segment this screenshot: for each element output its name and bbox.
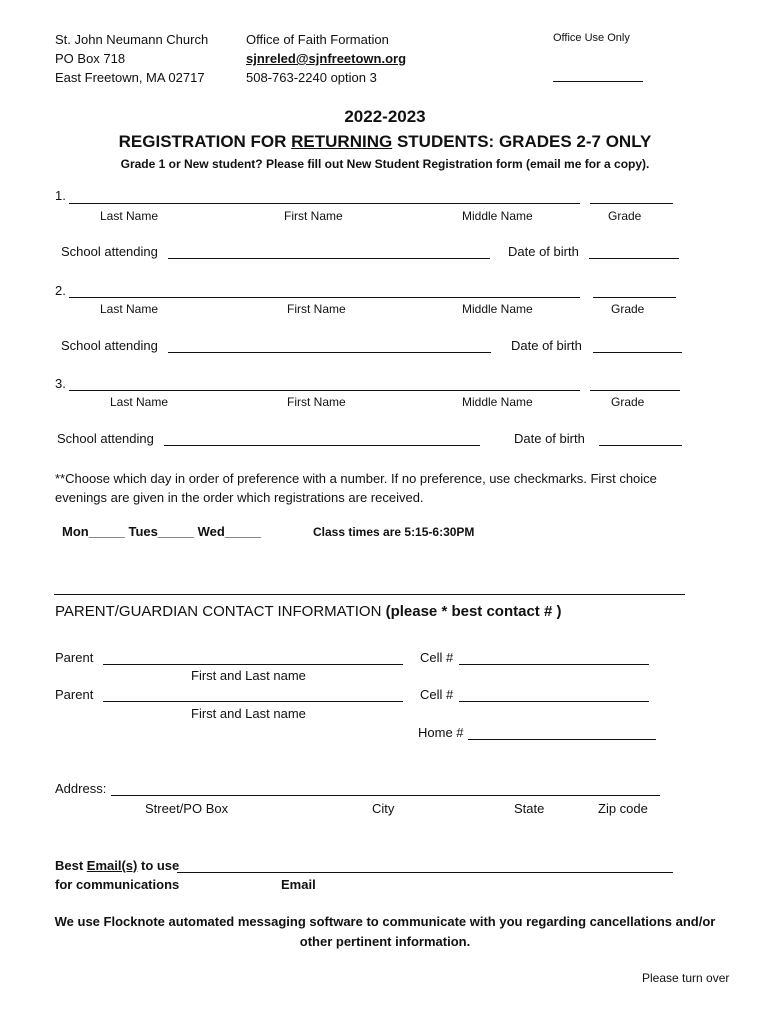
address-street-caption: Street/PO Box <box>145 801 229 816</box>
church-city: East Freetown, MA 02717 <box>55 70 205 85</box>
address-line[interactable] <box>111 795 660 796</box>
address-city-caption: City <box>372 801 395 816</box>
student-2-grade-line[interactable] <box>593 297 676 298</box>
student-1-dob-label: Date of birth <box>508 244 579 259</box>
email-line[interactable] <box>177 872 673 873</box>
title-returning: RETURNING <box>291 132 393 151</box>
flocknote-notice-line-2: other pertinent information. <box>299 934 471 949</box>
section-divider <box>54 594 685 595</box>
student-3-number: 3. <box>55 376 66 391</box>
home-phone-label: Home # <box>418 725 464 740</box>
student-1-number: 1. <box>55 188 66 203</box>
office-use-line[interactable] <box>553 81 643 82</box>
best-email-post: to use <box>137 858 180 873</box>
student-3-dob-line[interactable] <box>599 445 682 446</box>
form-title <box>0 132 770 152</box>
preference-line-1: **Choose which day in order of preference with a number. If no preference, use checkmarks. First choice <box>55 471 657 486</box>
student-2-dob-label: Date of birth <box>511 338 582 353</box>
student-1-first-label: First Name <box>284 209 343 223</box>
office-email-link[interactable]: sjnreled@sjnfreetown.org <box>246 51 407 66</box>
church-address-block <box>55 30 208 87</box>
for-communications-label: for communications <box>55 877 180 892</box>
best-email-label <box>55 858 179 873</box>
home-phone-line[interactable] <box>468 739 656 740</box>
email-caption: Email <box>281 877 316 892</box>
church-po-box: PO Box 718 <box>55 51 126 66</box>
student-2-name-line[interactable] <box>69 297 580 298</box>
title-pre: REGISTRATION FOR <box>118 132 292 151</box>
student-2-grade-label: Grade <box>611 302 645 316</box>
parent-2-label: Parent <box>55 687 94 702</box>
student-2-school-label: School attending <box>61 338 158 353</box>
flocknote-notice-line-1: We use Flocknote automated messaging software to communicate with you regarding cancellations and/or <box>54 914 716 929</box>
student-1-school-line[interactable] <box>168 258 490 259</box>
address-zip-caption: Zip code <box>598 801 648 816</box>
student-1-school-label: School attending <box>61 244 158 259</box>
best-email-emails: Email(s) <box>86 858 138 873</box>
student-1-grade-line[interactable] <box>590 203 673 204</box>
office-phone: 508-763-2240 option 3 <box>246 70 377 85</box>
title-post: STUDENTS: GRADES 2-7 ONLY <box>392 132 652 151</box>
student-2-middle-label: Middle Name <box>462 302 533 316</box>
student-3-last-label: Last Name <box>110 395 169 409</box>
student-1-dob-line[interactable] <box>589 258 679 259</box>
class-times: Class times are 5:15-6:30PM <box>313 525 475 539</box>
student-3-middle-label: Middle Name <box>462 395 533 409</box>
parent-2-name-caption: First and Last name <box>191 706 306 721</box>
student-1-last-label: Last Name <box>100 209 159 223</box>
parent-2-cell-label: Cell # <box>420 687 454 702</box>
new-student-note: Grade 1 or New student? Please fill out New Student Registration form (email me for a copy). <box>120 157 650 171</box>
address-state-caption: State <box>514 801 545 816</box>
student-2-dob-line[interactable] <box>593 352 682 353</box>
student-3-dob-label: Date of birth <box>514 431 585 446</box>
school-year: 2022-2023 <box>344 107 426 126</box>
address-label: Address: <box>55 781 107 796</box>
contact-heading <box>55 603 561 620</box>
student-2-number: 2. <box>55 283 66 298</box>
student-2-first-label: First Name <box>287 302 346 316</box>
church-name: St. John Neumann Church <box>55 32 209 47</box>
student-3-school-label: School attending <box>57 431 154 446</box>
student-1-grade-label: Grade <box>608 209 642 223</box>
parent-2-cell-line[interactable] <box>459 701 649 702</box>
student-2-school-line[interactable] <box>168 352 491 353</box>
office-block <box>246 30 406 87</box>
please-turn-over: Please turn over <box>642 971 730 985</box>
parent-1-cell-label: Cell # <box>420 650 454 665</box>
parent-1-name-caption: First and Last name <box>191 668 306 683</box>
office-use-label: Office Use Only <box>553 32 630 44</box>
student-3-name-line[interactable] <box>69 390 580 391</box>
parent-1-label: Parent <box>55 650 94 665</box>
preference-line-2: evenings are given in the order which registrations are received. <box>55 490 424 505</box>
best-email-pre: Best <box>55 858 87 873</box>
student-3-grade-line[interactable] <box>590 390 680 391</box>
student-3-first-label: First Name <box>287 395 346 409</box>
student-2-last-label: Last Name <box>100 302 159 316</box>
preference-instructions <box>55 469 657 507</box>
student-3-grade-label: Grade <box>611 395 645 409</box>
office-name: Office of Faith Formation <box>246 32 389 47</box>
parent-1-name-line[interactable] <box>103 664 403 665</box>
student-3-school-line[interactable] <box>164 445 480 446</box>
student-1-middle-label: Middle Name <box>462 209 533 223</box>
contact-heading-text: PARENT/GUARDIAN CONTACT INFORMATION <box>55 603 386 620</box>
student-1-name-line[interactable] <box>69 203 580 204</box>
parent-2-name-line[interactable] <box>103 701 403 702</box>
contact-heading-note: (please * best contact # ) <box>385 603 562 620</box>
parent-1-cell-line[interactable] <box>459 664 649 665</box>
day-preference-fields[interactable]: Mon_____ Tues_____ Wed_____ <box>62 524 261 539</box>
